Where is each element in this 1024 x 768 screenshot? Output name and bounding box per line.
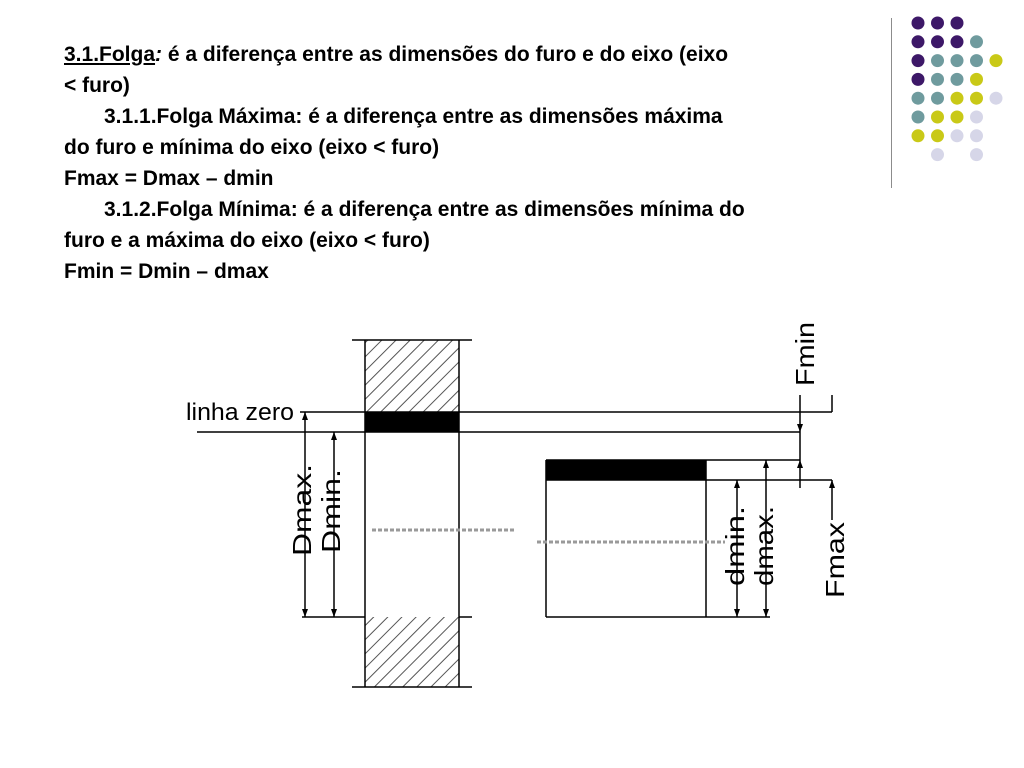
dmin-shaft-label: dmin. (720, 522, 750, 586)
shaft-dmin-arrow-top (734, 480, 740, 488)
fmin-label: Fmin (790, 328, 820, 386)
fmax-arrow (829, 480, 835, 488)
dmax-hole-label: Dmax. (287, 480, 317, 556)
heading-number: 3.1. (64, 43, 100, 66)
dmax-arrow-bottom (302, 609, 308, 617)
hole-wall-bottom (365, 617, 459, 687)
hole-tolerance-band (365, 412, 459, 432)
text-line-4: do furo e mínima do eixo (eixo < furo) (64, 136, 440, 159)
hole-wall-top (365, 340, 459, 412)
fmax-label: Fmax (820, 533, 850, 598)
dmin-arrow-top (331, 432, 337, 440)
shaft-dmax-arrow-bottom (763, 609, 769, 617)
heading-term: Folga (99, 43, 156, 66)
fmin-arrow-bottom (797, 460, 803, 468)
dmin-hole-label: Dmin. (316, 485, 346, 553)
text-line-2: < furo) (64, 74, 130, 97)
fmin-arrow-top (797, 424, 803, 432)
dmin-arrow-bottom (331, 609, 337, 617)
heading-rest: é a diferença entre as dimensões do furo e do eixo (eixo (162, 43, 729, 66)
shaft-tolerance-band (546, 460, 706, 480)
text-line-7: furo e a máxima do eixo (eixo < furo) (64, 229, 430, 252)
dmax-arrow-top (302, 412, 308, 420)
shaft-dmin-arrow-bottom (734, 609, 740, 617)
dmax-shaft-label: dmax. (749, 515, 779, 586)
formula-fmin: Fmin = Dmin – dmax (64, 260, 269, 283)
zero-line-label: linha zero (186, 399, 294, 426)
shaft-dmax-arrow-top (763, 460, 769, 468)
text-line-6: 3.1.2.Folga Mínima: é a diferença entre as dimensões mínima do (104, 198, 745, 221)
text-line-3: 3.1.1.Folga Máxima: é a diferença entre as dimensões máxima (104, 105, 723, 128)
heading-colon: : (155, 43, 163, 66)
formula-fmax: Fmax = Dmax – dmin (64, 167, 274, 190)
